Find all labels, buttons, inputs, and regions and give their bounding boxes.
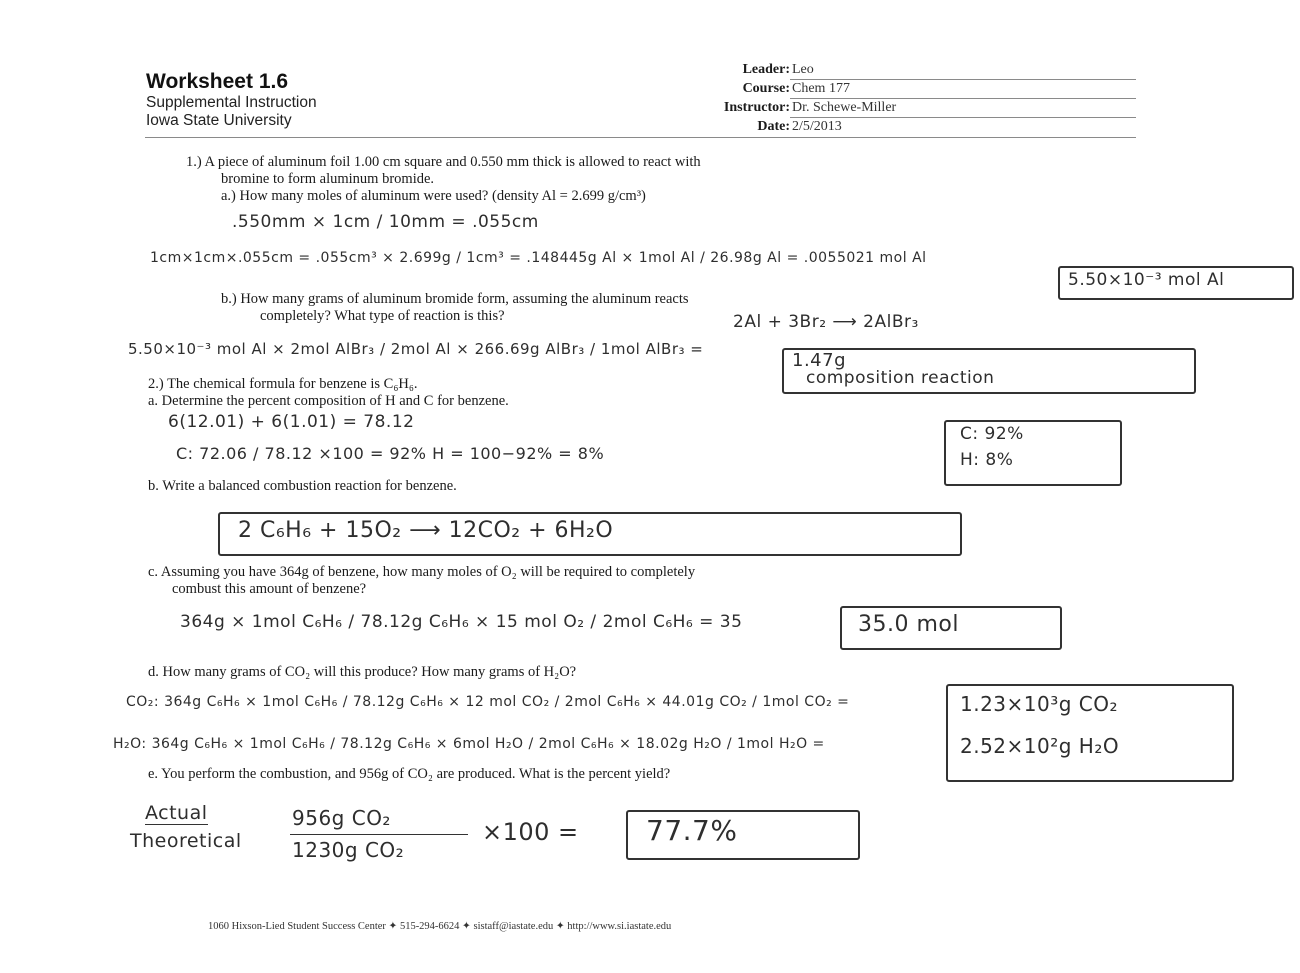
q1-text-line1: 1.) A piece of aluminum foil 1.00 cm square and 0.550 mm thick is allowed to react with — [186, 154, 701, 170]
q2-intro: 2.) The chemical formula for benzene is C₆H₆. — [148, 376, 418, 392]
date-label: Date: — [757, 119, 790, 134]
q1-text-line2: bromine to form aluminum bromide. — [221, 171, 435, 187]
q2e-text: e. You perform the combustion, and 956g of CO₂ are produced. What is the percent yield? — [148, 766, 671, 782]
q1a-answer: 5.50×10⁻³ mol Al — [1068, 270, 1225, 290]
q2e-denominator: 1230g CO₂ — [292, 838, 405, 862]
q2d-text: d. How many grams of CO₂ will this produce? How many grams of H₂O? — [148, 664, 577, 680]
q2d-work-co2: CO₂: 364g C₆H₆ × 1mol C₆H₆ / 78.12g C₆H₆ × 12 mol CO₂ / 2mol C₆H₆ × 44.01g CO₂ / 1mol CO₂ = — [126, 694, 850, 710]
leader-value: Leo — [792, 62, 814, 77]
q2a-answer-carbon: C: 92% — [960, 424, 1024, 444]
q1b-equation: 2Al + 3Br₂ ⟶ 2AlBr₃ — [733, 312, 919, 332]
q2e-fraction-bar — [290, 834, 468, 835]
q2c-answer: 35.0 mol — [858, 612, 959, 637]
worksheet-title: Worksheet 1.6 — [146, 70, 289, 93]
q2c-text-line2: combust this amount of benzene? — [172, 581, 367, 597]
q2e-theoretical-label: Theoretical — [130, 830, 242, 852]
q2a-work-line2: C: 72.06 / 78.12 ×100 = 92% H = 100−92% = 8% — [176, 444, 605, 463]
q2e-multiplier: ×100 = — [482, 818, 579, 846]
q2c-text-line1: c. Assuming you have 364g of benzene, how many moles of O₂ will be required to completely — [148, 564, 696, 580]
q2d-work-h2o: H₂O: 364g C₆H₆ × 1mol C₆H₆ / 78.12g C₆H₆ × 6mol H₂O / 2mol C₆H₆ × 18.02g H₂O / 1mol H₂O = — [113, 736, 825, 752]
q2c-work: 364g × 1mol C₆H₆ / 78.12g C₆H₆ × 15 mol O₂ / 2mol C₆H₆ = 35 — [180, 612, 743, 632]
instructor-label: Instructor: — [723, 100, 790, 115]
q2e-answer: 77.7% — [646, 814, 738, 847]
leader-line — [790, 79, 1136, 80]
q2a-text: a. Determine the percent composition of H and C for benzene. — [148, 393, 509, 409]
q1b-answer-type: composition reaction — [806, 368, 995, 388]
date-value: 2/5/2013 — [792, 119, 842, 134]
q2a-work-line1: 6(12.01) + 6(1.01) = 78.12 — [168, 412, 415, 432]
q2a-answer-hydrogen: H: 8% — [960, 450, 1014, 470]
q1a-work-line2: 1cm×1cm×.055cm = .055cm³ × 2.699g / 1cm³ = .148445g Al × 1mol Al / 26.98g Al = .0055021 mol Al — [150, 250, 927, 266]
course-label: Course: — [742, 81, 790, 96]
q1b-text-line2: completely? What type of reaction is this? — [260, 308, 505, 324]
q1b-text-line1: b.) How many grams of aluminum bromide form, assuming the aluminum reacts — [221, 291, 689, 307]
q1b-answer-mass: 1.47g — [792, 350, 847, 371]
q2b-answer: 2 C₆H₆ + 15O₂ ⟶ 12CO₂ + 6H₂O — [238, 518, 614, 543]
university-name: Iowa State University — [146, 112, 292, 129]
q2e-numerator: 956g CO₂ — [292, 806, 391, 830]
q2b-text: b. Write a balanced combustion reaction for benzene. — [148, 478, 457, 494]
course-value: Chem 177 — [792, 81, 850, 96]
program-name: Supplemental Instruction — [146, 94, 317, 111]
header-rule — [145, 137, 1136, 138]
leader-label: Leader: — [742, 62, 790, 77]
q1a-text: a.) How many moles of aluminum were used? (density Al = 2.699 g/cm³) — [221, 188, 646, 204]
q2d-answer-co2: 1.23×10³g CO₂ — [960, 692, 1119, 716]
instructor-value: Dr. Schewe-Miller — [792, 100, 897, 115]
q2e-actual-label: Actual — [145, 802, 208, 824]
q2d-answer-h2o: 2.52×10²g H₂O — [960, 734, 1120, 758]
q1b-work: 5.50×10⁻³ mol Al × 2mol AlBr₃ / 2mol Al × 266.69g AlBr₃ / 1mol AlBr₃ = — [128, 340, 704, 358]
q1a-work-line1: .550mm × 1cm / 10mm = .055cm — [232, 212, 539, 232]
instructor-line — [790, 117, 1136, 118]
course-line — [790, 98, 1136, 99]
footer-contact: 1060 Hixson-Lied Student Success Center ✦ 515-294-6624 ✦ sistaff@iastate.edu ✦ http://www.si.iastate.edu — [208, 921, 672, 932]
